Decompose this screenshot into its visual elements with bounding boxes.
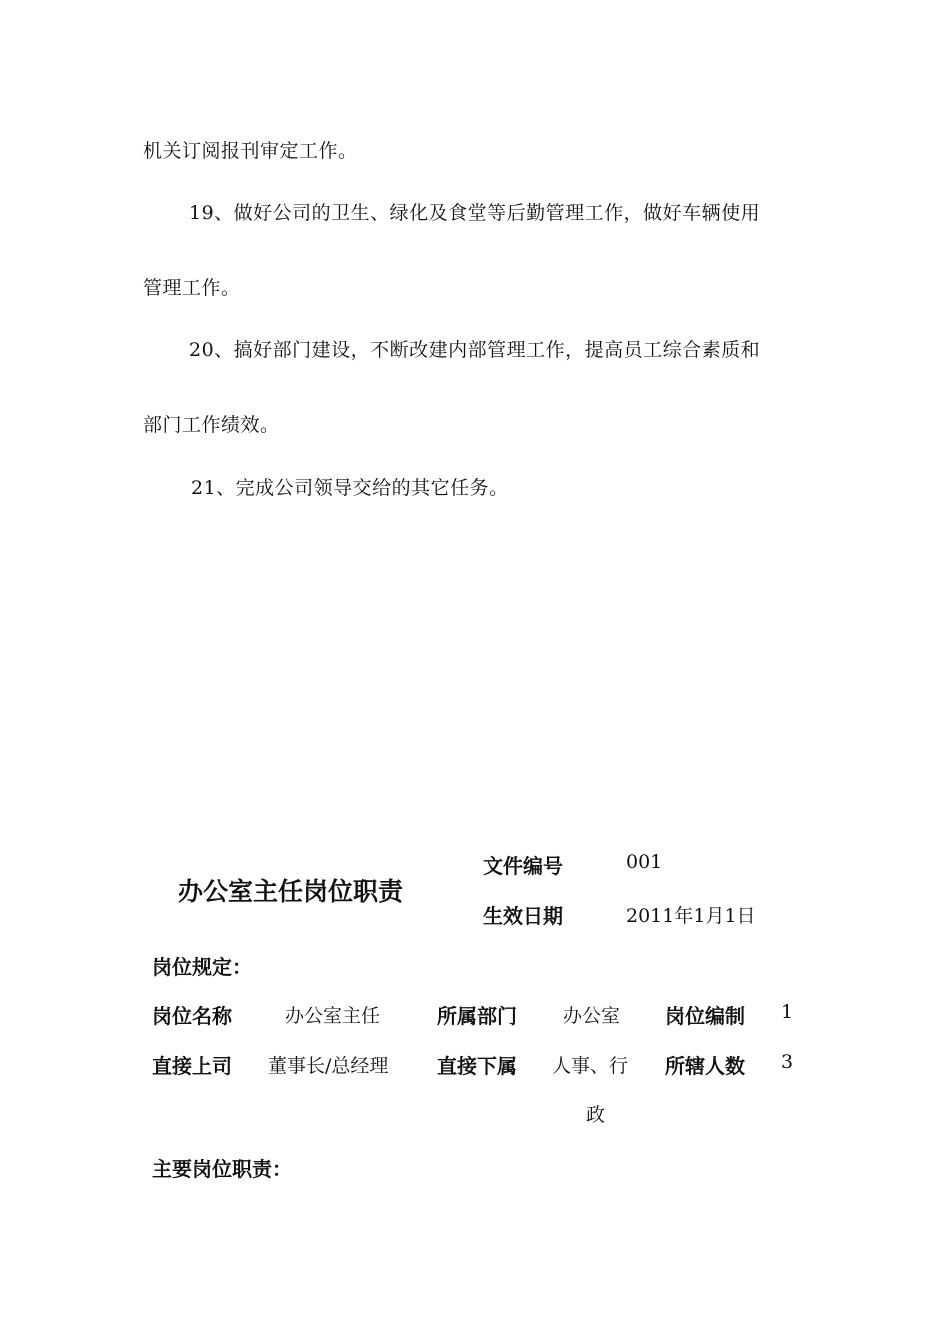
- line-18-tail: 机关订阅报刊审定工作。: [143, 140, 358, 162]
- doc-no-label: 文件编号: [483, 854, 563, 878]
- section-duties-heading: 主要岗位职责：: [152, 1157, 292, 1181]
- item-20-line1: 20、搞好部门建设，不断改建内部管理工作，提高员工综合素质和: [189, 339, 761, 361]
- direct-subordinate-label: 直接下属: [437, 1054, 517, 1078]
- headcount-label: 所辖人数: [665, 1054, 745, 1078]
- direct-superior-label: 直接上司: [152, 1054, 232, 1078]
- post-quota-label: 岗位编制: [665, 1004, 745, 1028]
- department-label: 所属部门: [437, 1004, 517, 1028]
- headcount-value: 3: [781, 1051, 794, 1073]
- doc-no-value: 001: [626, 851, 663, 873]
- department-value: 办公室: [563, 1005, 621, 1027]
- item-19-line2: 管理工作。: [143, 277, 241, 299]
- effective-date-label: 生效日期: [483, 904, 563, 928]
- item-21: 21、完成公司领导交给的其它任务。: [191, 477, 509, 499]
- document-title: 办公室主任岗位职责: [178, 877, 404, 906]
- post-name-label: 岗位名称: [152, 1004, 232, 1028]
- direct-subordinate-value-line1: 人事、行: [552, 1055, 629, 1077]
- item-19-line1: 19、做好公司的卫生、绿化及食堂等后勤管理工作，做好车辆使用: [189, 202, 761, 224]
- item-20-line2: 部门工作绩效。: [143, 414, 280, 436]
- direct-superior-value: 董事长/总经理: [268, 1055, 389, 1077]
- effective-date-value: 2011年1月1日: [626, 905, 756, 927]
- direct-subordinate-value-line2: 政: [586, 1104, 606, 1126]
- section-post-heading: 岗位规定：: [152, 955, 252, 979]
- post-quota-value: 1: [781, 1001, 794, 1023]
- post-name-value: 办公室主任: [285, 1005, 381, 1027]
